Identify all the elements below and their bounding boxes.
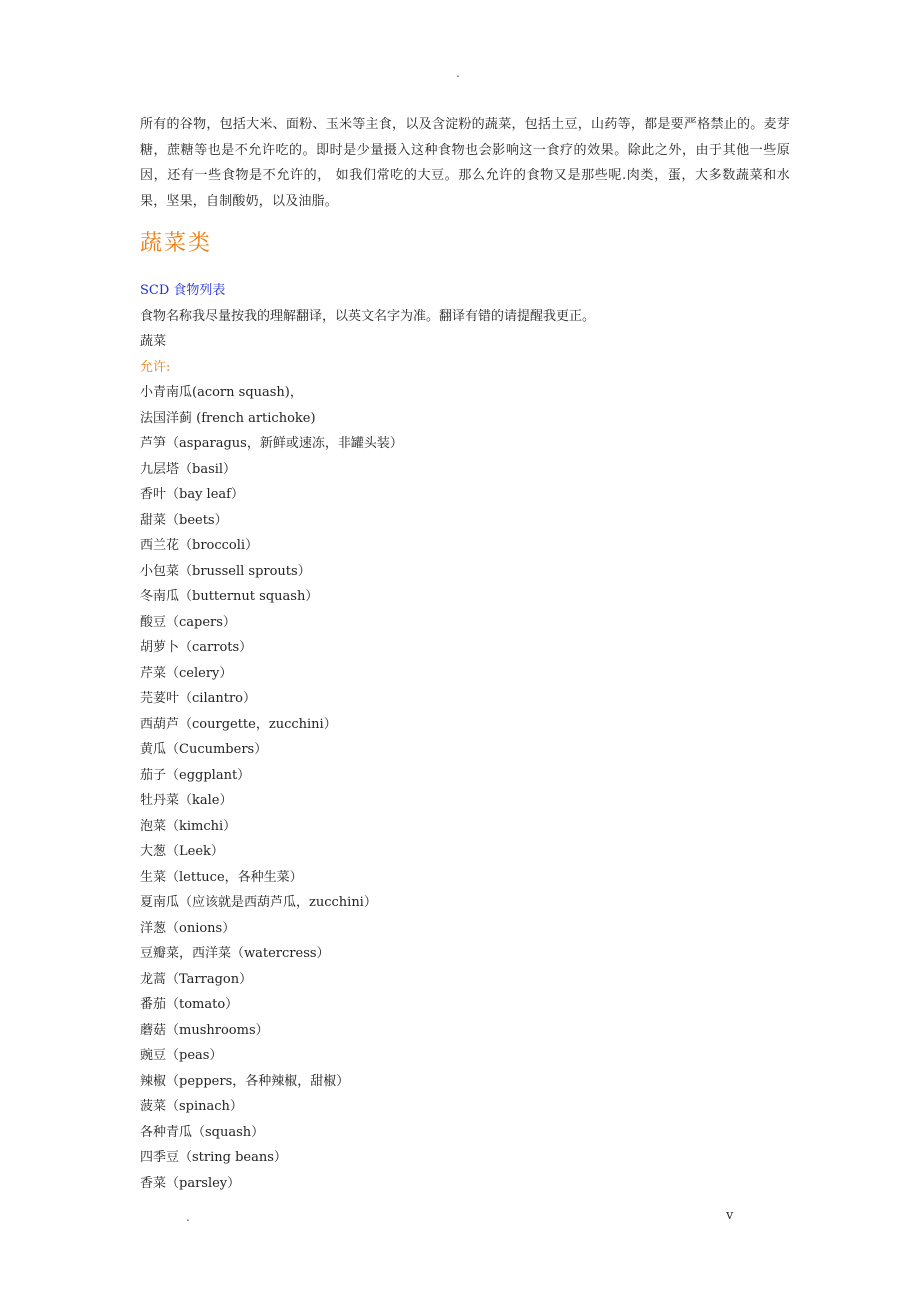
list-item: 黄瓜（Cucumbers） [140,742,268,757]
food-list-subtitle: SCD 食物列表 [140,283,226,298]
list-item: 牡丹菜（kale） [140,793,233,808]
list-item: 大葱（Leek） [140,844,224,859]
list-item: 小包菜（brussell sprouts） [140,563,311,579]
list-item: 蘑菇（mushrooms） [140,1022,269,1038]
list-item: 龙蒿（Tarragon） [140,971,253,987]
document-body [140,112,790,1196]
list-item: 西葫芦（courgette，zucchini） [140,716,337,732]
list-item: 九层塔（basil） [140,461,237,477]
list-item: 小青南瓜(acorn squash)， [140,385,303,400]
list-item: 豌豆（peas） [140,1048,223,1063]
list-item: 泡菜（kimchi） [140,818,237,834]
intro-paragraph: 所有的谷物，包括大米、面粉、玉米等主食，以及含淀粉的蔬菜，包括土豆，山药等，都是要严格禁止的。麦芽糖，蔗糖等也是不允许吃的。即时是少量摄入这种食物也会影响这一食疗的效果。除此之外，由于其他一些原因，还有一些食物是不允许的， 如我们常吃的大豆。那么允许的食物又是那些呢.肉类，蛋，大多数蔬菜和水果，坚果，自制酸奶，以及油脂。 [140,117,790,209]
list-item: 豆瓣菜，西洋菜（watercress） [140,946,330,961]
list-item: 西兰花（broccoli） [140,538,259,553]
footer-page-mark: v [726,1208,734,1223]
list-item: 各种青瓜（squash） [140,1124,265,1140]
list-item: 夏南瓜（应该就是西葫芦瓜，zucchini） [140,895,377,910]
list-item: 洋葱（onions） [140,920,236,936]
footer-dot: . [186,1210,190,1224]
list-item: 芫荽叶（cilantro） [140,691,256,706]
list-item: 冬南瓜（butternut squash） [140,589,319,604]
list-item: 四季豆（string beans） [140,1150,287,1165]
list-item: 香菜（parsley） [140,1175,241,1191]
list-item: 菠菜（spinach） [140,1099,243,1114]
list-item: 番茄（tomato） [140,997,239,1012]
list-item: 生菜（lettuce，各种生菜） [140,869,303,885]
allowed-label: 允许: [140,359,171,375]
list-item: 芦笋（asparagus，新鲜或速冻，非罐头装） [140,436,403,451]
list-item: 香叶（bay leaf） [140,487,244,502]
category-label: 蔬菜 [140,334,167,349]
list-item: 芹菜（celery） [140,665,233,681]
food-list [140,380,790,1196]
list-item: 茄子（eggplant） [140,767,251,783]
list-item: 酸豆（capers） [140,614,236,630]
section-heading: 蔬菜类 [140,231,213,256]
header-dot: . [456,66,460,80]
translation-note: 食物名称我尽量按我的理解翻译，以英文名字为准。翻译有错的请提醒我更正。 [140,308,596,324]
list-item: 胡萝卜（carrots） [140,640,253,655]
list-item: 法国洋蓟 (french artichoke) [140,410,316,426]
list-item: 辣椒（peppers，各种辣椒，甜椒） [140,1073,350,1089]
list-item: 甜菜（beets） [140,512,228,528]
